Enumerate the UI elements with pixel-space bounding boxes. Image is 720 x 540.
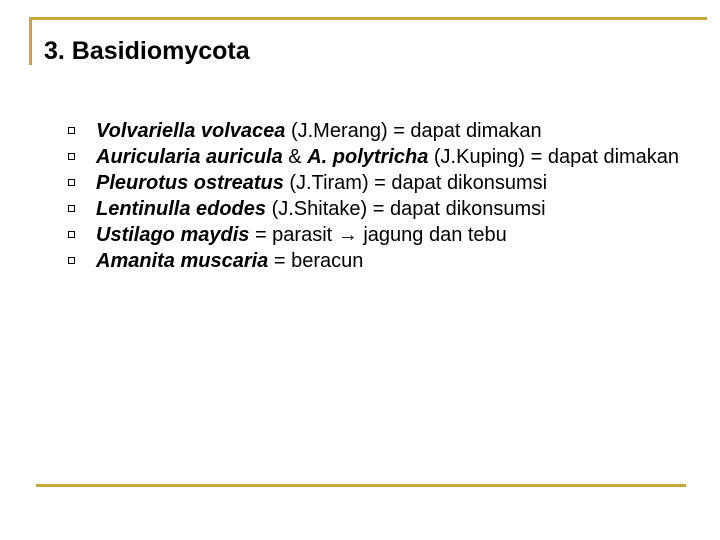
item-text: = beracun — [268, 250, 364, 272]
list-item — [68, 222, 688, 248]
list-item — [68, 170, 688, 196]
species-name: Auricularia auricula — [96, 146, 283, 168]
species-name: Pleurotus ostreatus — [96, 172, 284, 194]
item-text: = parasit — [249, 224, 338, 246]
item-text: (J.Kuping) = dapat dimakan — [428, 146, 680, 168]
bullet-list — [68, 118, 688, 274]
item-text: (J.Tiram) = dapat dikonsumsi — [283, 172, 548, 194]
slide-title: 3. Basidiomycota — [44, 37, 250, 65]
list-item — [68, 144, 688, 170]
checkbox-square-bullet-icon — [68, 153, 75, 160]
item-text: (J.Merang) = dapat dimakan — [285, 120, 542, 142]
list-item — [68, 118, 688, 144]
frame-left-line — [29, 17, 32, 65]
species-name: Lentinulla edodes — [96, 198, 267, 220]
item-text: jagung dan tebu — [357, 224, 507, 246]
species-name: Volvariella volvacea — [96, 120, 286, 142]
list-item — [68, 248, 688, 274]
item-text: (J.Shitake) = dapat dikonsumsi — [266, 198, 546, 220]
checkbox-square-bullet-icon — [68, 205, 75, 212]
species-name: Amanita muscaria — [96, 250, 269, 272]
checkbox-square-bullet-icon — [68, 179, 75, 186]
species-name: Ustilago maydis — [96, 224, 250, 246]
species-name: A. polytricha — [307, 146, 429, 168]
frame-top-line — [29, 17, 707, 20]
list-item — [68, 196, 688, 222]
checkbox-square-bullet-icon — [68, 127, 75, 134]
checkbox-square-bullet-icon — [68, 231, 75, 238]
checkbox-square-bullet-icon — [68, 257, 75, 264]
item-text: & — [282, 146, 308, 168]
right-arrow-icon: → — [337, 224, 358, 246]
frame-bottom-line — [36, 484, 686, 487]
